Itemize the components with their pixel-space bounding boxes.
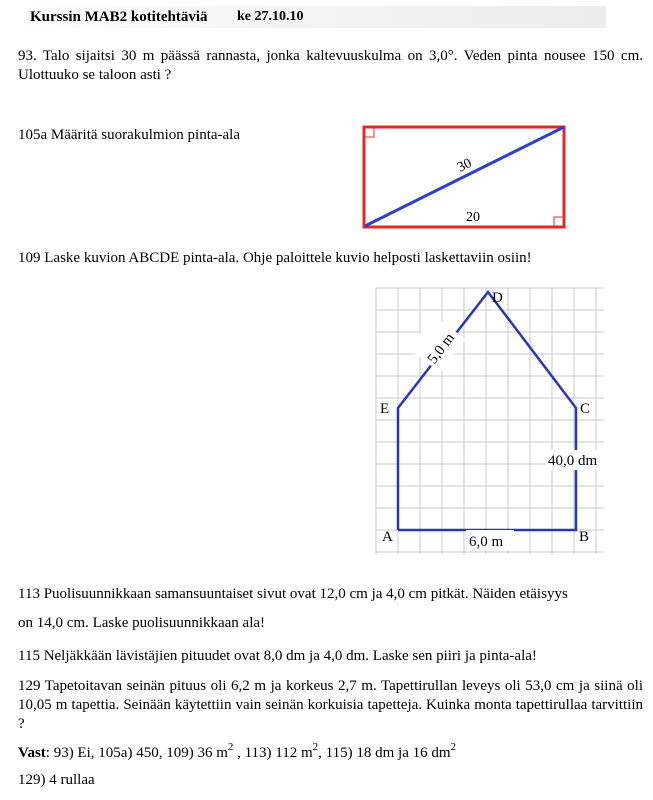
problem-113-cont: on 14,0 cm. Laske puolisuunnikkaan ala! — [18, 615, 266, 631]
side-label-AB: 6,0 m — [469, 534, 504, 550]
rectangle-figure — [360, 122, 570, 232]
answers-exp-1: 2 — [227, 741, 234, 753]
answers-line-2: 129) 4 rullaa — [18, 772, 95, 788]
answers-line-1 — [18, 738, 643, 763]
label-B: B — [579, 529, 590, 545]
grid — [376, 288, 604, 554]
label-D: D — [492, 290, 503, 306]
problem-105a: 105a Määritä suorakulmion pinta-ala — [18, 127, 241, 143]
pentagon-figure — [370, 282, 610, 560]
side-label-ED: 5,0 m — [424, 330, 459, 368]
answers-part-c: , 115) 18 dm ja 16 dm — [318, 745, 451, 761]
side-label-BC: 40,0 dm — [548, 453, 598, 469]
label-A: A — [382, 529, 393, 545]
diagonal-label: 30 — [455, 155, 475, 176]
right-angle-marker-top — [365, 128, 374, 137]
answers-exp-2: 2 — [312, 741, 319, 753]
label-C: C — [580, 401, 591, 417]
label-E: E — [380, 401, 390, 417]
problem-129: 129 Tapetoitavan seinän pituus oli 6,2 m ja korkeus 2,7 m. Tapettirullan leveys oli 53,0 cm ja siinä oli 10,05 m tapettia. Seinään käytettiin vain seinän korkuisia tapetteja. Kuinka monta tapettirullaa tarvittiin ? — [18, 678, 643, 732]
problem-109: 109 Laske kuvion ABCDE pinta-ala. Ohje paloittele kuvio helposti laskettaviin osiin! — [18, 250, 532, 266]
rectangle-diagonal — [365, 127, 564, 226]
side-label: 20 — [466, 210, 480, 225]
problem-115: 115 Neljäkkään lävistäjien pituudet ovat 8,0 dm ja 4,0 dm. Laske sen piiri ja pinta-ala! — [18, 648, 537, 664]
header-date: ke 27.10.10 — [237, 9, 304, 24]
problem-113: 113 Puolisuunnikkaan samansuuntaiset sivut ovat 12,0 cm ja 4,0 cm pitkät. Näiden etäisyys — [18, 586, 568, 602]
page-title: Kurssin MAB2 kotitehtäviä — [30, 9, 208, 25]
answers-part-b: , 113) 112 m — [233, 745, 313, 761]
answers-exp-3: 2 — [450, 741, 457, 753]
answers-part-a: : 93) Ei, 105a) 450, 109) 36 m — [45, 745, 228, 761]
problem-93: 93. Talo sijaitsi 30 m päässä rannasta, jonka kaltevuuskulma on 3,0°. Veden pinta nousee 150 cm. Ulottuuko se taloon asti ? — [18, 48, 643, 83]
right-angle-marker-bottom — [554, 217, 563, 226]
answers-lead: Vast — [18, 745, 46, 761]
